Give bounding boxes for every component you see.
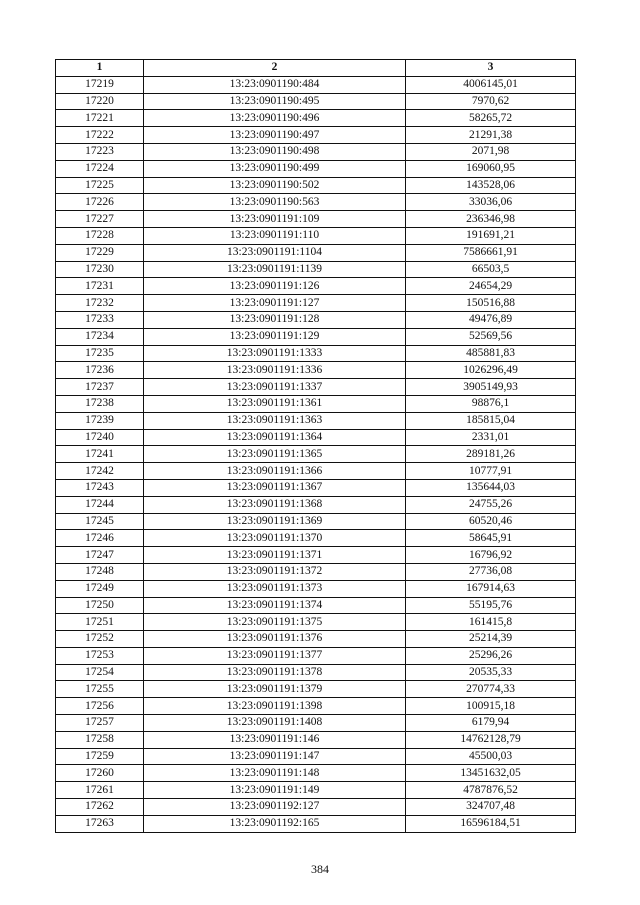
row-number-cell: 17260 (56, 765, 144, 782)
row-number-cell: 17242 (56, 463, 144, 480)
cadastral-number-cell: 13:23:0901192:127 (144, 799, 406, 816)
table-row (56, 765, 576, 782)
cadastral-number-cell: 13:23:0901191:1378 (144, 664, 406, 681)
table-row (56, 731, 576, 748)
table-row (56, 110, 576, 127)
cadastral-number-cell: 13:23:0901190:502 (144, 177, 406, 194)
cadastral-number-cell: 13:23:0901191:1139 (144, 261, 406, 278)
value-cell: 24654,29 (406, 278, 576, 295)
table-row (56, 463, 576, 480)
row-number-cell: 17224 (56, 160, 144, 177)
value-cell: 14762128,79 (406, 731, 576, 748)
page-number: 384 (311, 862, 329, 876)
table-row (56, 93, 576, 110)
row-number-cell: 17259 (56, 748, 144, 765)
row-number-cell: 17241 (56, 446, 144, 463)
value-cell: 27736,08 (406, 563, 576, 580)
cadastral-number-cell: 13:23:0901191:1333 (144, 345, 406, 362)
table-row (56, 664, 576, 681)
cadastral-number-cell: 13:23:0901190:497 (144, 127, 406, 144)
value-cell: 3905149,93 (406, 379, 576, 396)
row-number-cell: 17231 (56, 278, 144, 295)
value-cell: 100915,18 (406, 698, 576, 715)
cadastral-number-cell: 13:23:0901191:149 (144, 782, 406, 799)
table-row (56, 211, 576, 228)
value-cell: 169060,95 (406, 160, 576, 177)
table-row (56, 160, 576, 177)
cadastral-number-cell: 13:23:0901191:1369 (144, 513, 406, 530)
cadastral-number-cell: 13:23:0901191:1104 (144, 244, 406, 261)
table-row (56, 194, 576, 211)
value-cell: 270774,33 (406, 681, 576, 698)
table-row (56, 698, 576, 715)
row-number-cell: 17258 (56, 731, 144, 748)
value-cell: 150516,88 (406, 295, 576, 312)
cadastral-number-cell: 13:23:0901191:1364 (144, 429, 406, 446)
value-cell: 13451632,05 (406, 765, 576, 782)
table-row (56, 715, 576, 732)
row-number-cell: 17243 (56, 479, 144, 496)
cadastral-number-cell: 13:23:0901191:1368 (144, 496, 406, 513)
row-number-cell: 17233 (56, 311, 144, 328)
row-number-cell: 17237 (56, 379, 144, 396)
cadastral-number-cell: 13:23:0901191:128 (144, 311, 406, 328)
table-row (56, 647, 576, 664)
value-cell: 1026296,49 (406, 362, 576, 379)
table-row (56, 295, 576, 312)
cadastral-number-cell: 13:23:0901191:1366 (144, 463, 406, 480)
table-row (56, 530, 576, 547)
table-row (56, 395, 576, 412)
row-number-cell: 17257 (56, 715, 144, 732)
cadastral-number-cell: 13:23:0901191:1379 (144, 681, 406, 698)
row-number-cell: 17223 (56, 143, 144, 160)
value-cell: 58265,72 (406, 110, 576, 127)
cadastral-number-cell: 13:23:0901191:109 (144, 211, 406, 228)
table-row (56, 631, 576, 648)
table-row (56, 580, 576, 597)
row-number-cell: 17251 (56, 614, 144, 631)
value-cell: 4006145,01 (406, 76, 576, 93)
value-cell: 143528,06 (406, 177, 576, 194)
column-header-3: 3 (406, 60, 576, 77)
table-row (56, 345, 576, 362)
table-row (56, 311, 576, 328)
table-row (56, 261, 576, 278)
value-cell: 60520,46 (406, 513, 576, 530)
value-cell: 21291,38 (406, 127, 576, 144)
table-body (56, 76, 576, 832)
table-row (56, 563, 576, 580)
value-cell: 25296,26 (406, 647, 576, 664)
row-number-cell: 17262 (56, 799, 144, 816)
cadastral-number-cell: 13:23:0901191:146 (144, 731, 406, 748)
table-row (56, 614, 576, 631)
value-cell: 6179,94 (406, 715, 576, 732)
row-number-cell: 17238 (56, 395, 144, 412)
table-row (56, 815, 576, 832)
value-cell: 167914,63 (406, 580, 576, 597)
cadastral-number-cell: 13:23:0901191:110 (144, 227, 406, 244)
value-cell: 10777,91 (406, 463, 576, 480)
row-number-cell: 17235 (56, 345, 144, 362)
row-number-cell: 17255 (56, 681, 144, 698)
table-row (56, 748, 576, 765)
value-cell: 324707,48 (406, 799, 576, 816)
value-cell: 16796,92 (406, 547, 576, 564)
row-number-cell: 17254 (56, 664, 144, 681)
cadastral-number-cell: 13:23:0901191:147 (144, 748, 406, 765)
value-cell: 49476,89 (406, 311, 576, 328)
table-row (56, 513, 576, 530)
value-cell: 185815,04 (406, 412, 576, 429)
cadastral-number-cell: 13:23:0901191:1370 (144, 530, 406, 547)
row-number-cell: 17245 (56, 513, 144, 530)
table-row (56, 328, 576, 345)
row-number-cell: 17236 (56, 362, 144, 379)
row-number-cell: 17234 (56, 328, 144, 345)
value-cell: 4787876,52 (406, 782, 576, 799)
cadastral-number-cell: 13:23:0901191:1367 (144, 479, 406, 496)
cadastral-number-cell: 13:23:0901190:563 (144, 194, 406, 211)
value-cell: 33036,06 (406, 194, 576, 211)
row-number-cell: 17230 (56, 261, 144, 278)
row-number-cell: 17239 (56, 412, 144, 429)
table-row (56, 362, 576, 379)
cadastral-number-cell: 13:23:0901190:484 (144, 76, 406, 93)
cadastral-number-cell: 13:23:0901191:1372 (144, 563, 406, 580)
table-row (56, 143, 576, 160)
value-cell: 135644,03 (406, 479, 576, 496)
cadastral-number-cell: 13:23:0901191:126 (144, 278, 406, 295)
row-number-cell: 17226 (56, 194, 144, 211)
value-cell: 7586661,91 (406, 244, 576, 261)
table-row (56, 278, 576, 295)
cadastral-number-cell: 13:23:0901191:1408 (144, 715, 406, 732)
table-row (56, 799, 576, 816)
cadastral-number-cell: 13:23:0901191:1336 (144, 362, 406, 379)
table-row (56, 681, 576, 698)
table-row (56, 227, 576, 244)
cadastral-number-cell: 13:23:0901192:165 (144, 815, 406, 832)
cadastral-number-cell: 13:23:0901190:495 (144, 93, 406, 110)
table-row (56, 496, 576, 513)
value-cell: 20535,33 (406, 664, 576, 681)
table-row (56, 244, 576, 261)
value-cell: 52569,56 (406, 328, 576, 345)
row-number-cell: 17253 (56, 647, 144, 664)
row-number-cell: 17228 (56, 227, 144, 244)
cadastral-number-cell: 13:23:0901191:1373 (144, 580, 406, 597)
value-cell: 236346,98 (406, 211, 576, 228)
cadastral-number-cell: 13:23:0901191:1398 (144, 698, 406, 715)
row-number-cell: 17248 (56, 563, 144, 580)
cadastral-number-cell: 13:23:0901190:498 (144, 143, 406, 160)
table-row (56, 127, 576, 144)
cadastral-number-cell: 13:23:0901191:1375 (144, 614, 406, 631)
table-row (56, 76, 576, 93)
table-row (56, 479, 576, 496)
row-number-cell: 17249 (56, 580, 144, 597)
row-number-cell: 17220 (56, 93, 144, 110)
cadastral-number-cell: 13:23:0901191:1377 (144, 647, 406, 664)
row-number-cell: 17227 (56, 211, 144, 228)
table-row (56, 412, 576, 429)
row-number-cell: 17232 (56, 295, 144, 312)
cadastral-number-cell: 13:23:0901191:1374 (144, 597, 406, 614)
row-number-cell: 17225 (56, 177, 144, 194)
value-cell: 16596184,51 (406, 815, 576, 832)
table-row (56, 547, 576, 564)
row-number-cell: 17219 (56, 76, 144, 93)
cadastral-number-cell: 13:23:0901191:129 (144, 328, 406, 345)
cadastral-number-cell: 13:23:0901191:1365 (144, 446, 406, 463)
cadastral-number-cell: 13:23:0901190:499 (144, 160, 406, 177)
table-row (56, 597, 576, 614)
table-row (56, 379, 576, 396)
value-cell: 24755,26 (406, 496, 576, 513)
value-cell: 485881,83 (406, 345, 576, 362)
cadastral-number-cell: 13:23:0901190:496 (144, 110, 406, 127)
cadastral-number-cell: 13:23:0901191:1376 (144, 631, 406, 648)
table-row (56, 782, 576, 799)
column-header-1: 1 (56, 60, 144, 77)
cadastral-number-cell: 13:23:0901191:1361 (144, 395, 406, 412)
data-table (55, 59, 576, 833)
value-cell: 58645,91 (406, 530, 576, 547)
table-row (56, 429, 576, 446)
row-number-cell: 17244 (56, 496, 144, 513)
row-number-cell: 17240 (56, 429, 144, 446)
table-header (56, 60, 576, 77)
header-row (56, 60, 576, 77)
table-row (56, 446, 576, 463)
value-cell: 161415,8 (406, 614, 576, 631)
table-row (56, 177, 576, 194)
cadastral-number-cell: 13:23:0901191:1371 (144, 547, 406, 564)
row-number-cell: 17261 (56, 782, 144, 799)
row-number-cell: 17221 (56, 110, 144, 127)
row-number-cell: 17263 (56, 815, 144, 832)
value-cell: 45500,03 (406, 748, 576, 765)
value-cell: 25214,39 (406, 631, 576, 648)
row-number-cell: 17229 (56, 244, 144, 261)
row-number-cell: 17222 (56, 127, 144, 144)
value-cell: 66503,5 (406, 261, 576, 278)
row-number-cell: 17246 (56, 530, 144, 547)
row-number-cell: 17256 (56, 698, 144, 715)
value-cell: 2071,98 (406, 143, 576, 160)
value-cell: 191691,21 (406, 227, 576, 244)
cadastral-number-cell: 13:23:0901191:1363 (144, 412, 406, 429)
value-cell: 7970,62 (406, 93, 576, 110)
value-cell: 2331,01 (406, 429, 576, 446)
row-number-cell: 17250 (56, 597, 144, 614)
cadastral-number-cell: 13:23:0901191:1337 (144, 379, 406, 396)
value-cell: 289181,26 (406, 446, 576, 463)
row-number-cell: 17252 (56, 631, 144, 648)
value-cell: 55195,76 (406, 597, 576, 614)
cadastral-number-cell: 13:23:0901191:148 (144, 765, 406, 782)
row-number-cell: 17247 (56, 547, 144, 564)
cadastral-number-cell: 13:23:0901191:127 (144, 295, 406, 312)
value-cell: 98876,1 (406, 395, 576, 412)
column-header-2: 2 (144, 60, 406, 77)
